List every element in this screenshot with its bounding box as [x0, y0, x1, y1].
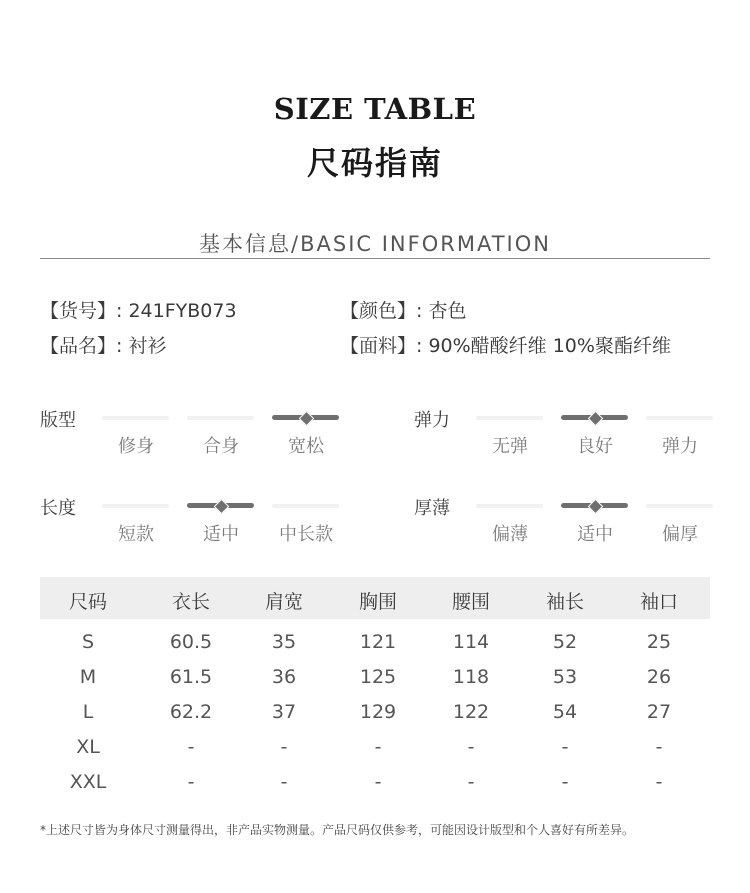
scale-segment	[102, 416, 169, 420]
table-cell: -	[374, 771, 382, 793]
table-cell: 35	[271, 631, 297, 653]
table-cell: -	[280, 771, 288, 793]
table-cell: -	[467, 771, 475, 793]
info-label: 【面料】:	[340, 335, 423, 357]
scale-segment	[187, 416, 254, 420]
table-cell: 122	[452, 701, 490, 723]
scale-option-label: 偏薄	[492, 524, 528, 545]
info-item-color	[340, 296, 466, 323]
table-header-cell: 尺码	[68, 591, 107, 613]
page-title-en: SIZE TABLE	[273, 92, 477, 126]
scale-option-label: 适中	[577, 524, 613, 545]
table-cell: -	[187, 736, 195, 758]
scale-segment-selected	[561, 503, 628, 508]
info-item-style-number	[40, 296, 237, 323]
scale-option-label: 适中	[203, 524, 239, 545]
table-cell: 60.5	[169, 631, 213, 653]
scale-segment	[646, 504, 713, 508]
table-cell: 53	[552, 666, 578, 688]
table-cell: 121	[359, 631, 397, 653]
scale-option-label: 修身	[118, 436, 154, 457]
scale-segment	[646, 416, 713, 420]
table-cell: 118	[452, 666, 490, 688]
table-cell: -	[467, 736, 475, 758]
attribute-label: 长度	[40, 498, 76, 519]
scale-option-label: 良好	[577, 436, 613, 457]
table-cell: 114	[452, 631, 490, 653]
scale-segment	[272, 504, 339, 508]
table-cell: L	[82, 701, 94, 723]
info-item-product-name	[40, 331, 166, 358]
table-cell: 125	[359, 666, 397, 688]
table-cell: 129	[359, 701, 397, 723]
table-header-cell: 腰围	[451, 591, 490, 613]
table-cell: -	[655, 736, 663, 758]
diamond-marker-icon	[587, 498, 603, 514]
info-label: 【品名】:	[40, 335, 123, 357]
scale-option-label: 宽松	[288, 436, 324, 457]
scale-segment	[476, 504, 543, 508]
scale-option-label: 偏厚	[662, 524, 698, 545]
size-note: *上述尺寸皆为身体尺寸测量得出，非产品实物测量。产品尺码仅供参考，可能因设计版型和个人喜好有所差异。	[40, 823, 635, 837]
info-label: 【颜色】:	[340, 300, 423, 322]
table-cell: -	[561, 771, 569, 793]
info-value: 90%醋酸纤维 10%聚酯纤维	[428, 335, 671, 357]
table-cell: M	[79, 666, 97, 688]
table-header-cell: 衣长	[171, 591, 210, 613]
section-title: 基本信息/BASIC INFORMATION	[199, 232, 551, 256]
table-cell: -	[187, 771, 195, 793]
table-cell: 26	[646, 666, 672, 688]
table-cell: 62.2	[169, 701, 213, 723]
page-title-cn: 尺码指南	[306, 144, 443, 182]
scale-segment-selected	[187, 503, 254, 508]
table-cell: -	[561, 736, 569, 758]
table-cell: XXL	[69, 771, 107, 793]
table-cell: 54	[552, 701, 578, 723]
table-cell: 25	[646, 631, 672, 653]
attribute-label: 弹力	[414, 410, 450, 431]
diamond-marker-icon	[587, 410, 603, 426]
table-header-cell: 袖长	[545, 591, 584, 613]
table-cell: -	[374, 736, 382, 758]
table-cell: -	[280, 736, 288, 758]
section-divider	[40, 258, 710, 259]
scale-option-label: 无弹	[492, 436, 528, 457]
scale-segment-selected	[272, 415, 339, 420]
info-label: 【货号】:	[40, 300, 123, 322]
table-header-cell: 袖口	[639, 591, 678, 613]
scale-option-label: 中长款	[279, 524, 333, 545]
table-cell: XL	[76, 736, 100, 758]
info-item-fabric	[340, 331, 671, 358]
attribute-label: 厚薄	[414, 498, 450, 519]
table-cell: 37	[271, 701, 297, 723]
scale-segment	[102, 504, 169, 508]
table-cell: 52	[552, 631, 578, 653]
table-header-cell: 胸围	[358, 591, 397, 613]
info-value: 杏色	[428, 300, 467, 322]
table-cell: S	[81, 631, 95, 653]
info-value: 衬衫	[128, 335, 167, 357]
table-cell: 61.5	[169, 666, 213, 688]
table-cell: -	[655, 771, 663, 793]
diamond-marker-icon	[298, 410, 314, 426]
scale-option-label: 短款	[118, 524, 154, 545]
scale-segment	[476, 416, 543, 420]
table-header-cell: 肩宽	[264, 591, 303, 613]
scale-option-label: 合身	[203, 436, 239, 457]
scale-option-label: 弹力	[662, 436, 698, 457]
table-cell: 36	[271, 666, 297, 688]
info-value: 241FYB073	[128, 300, 237, 322]
attribute-label: 版型	[40, 410, 76, 431]
diamond-marker-icon	[213, 498, 229, 514]
scale-segment-selected	[561, 415, 628, 420]
table-cell: 27	[646, 701, 672, 723]
